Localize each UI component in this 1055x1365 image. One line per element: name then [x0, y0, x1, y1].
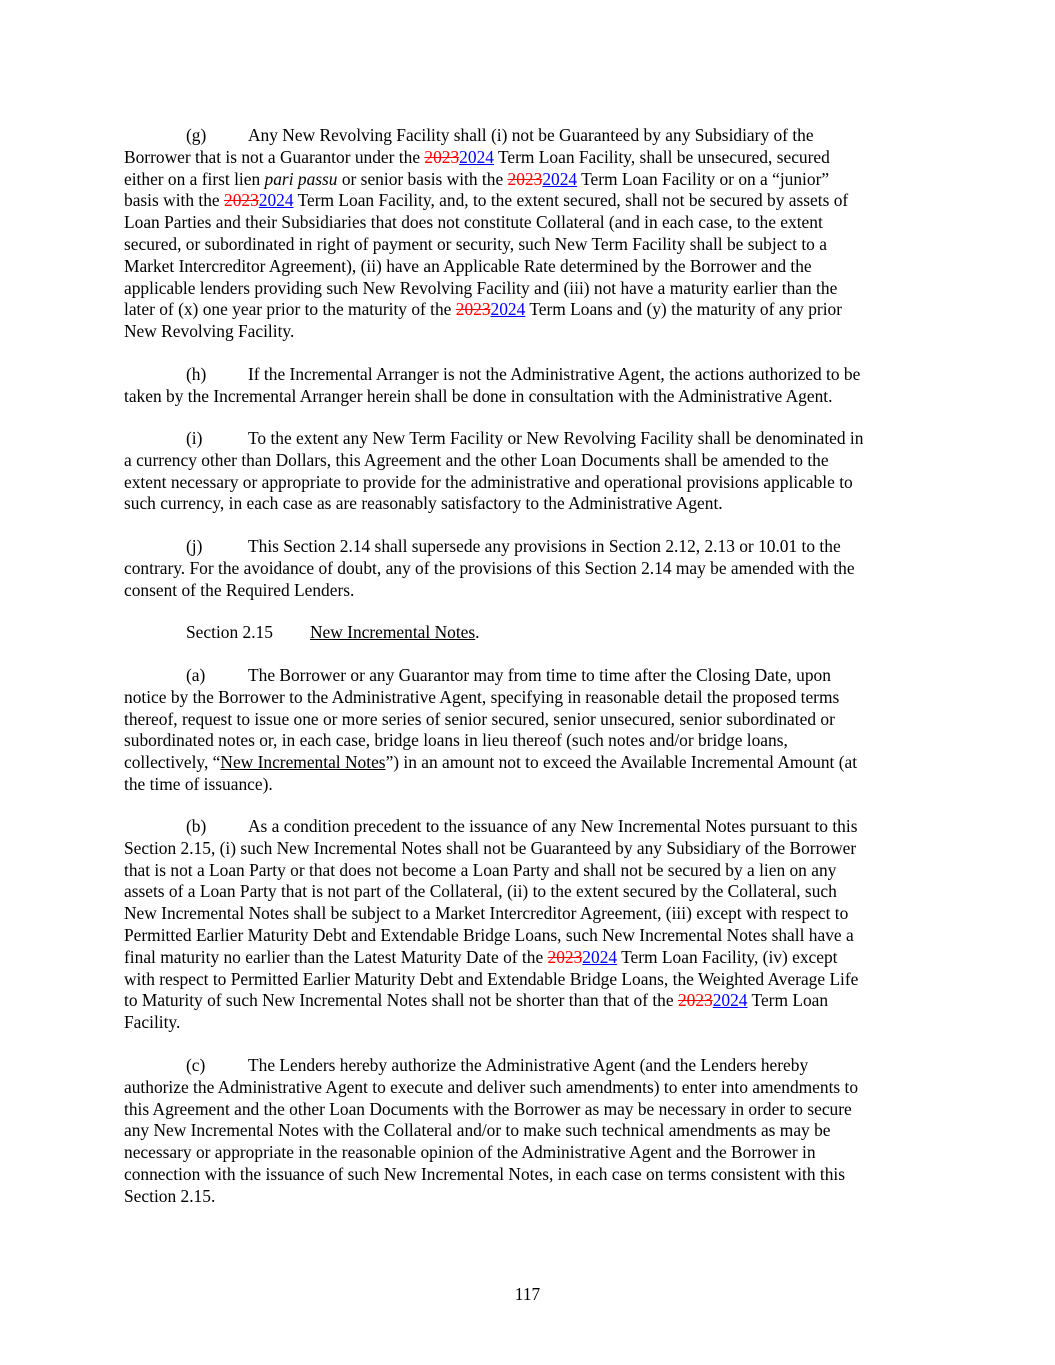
paragraph-line: (j) This Section 2.14 shall supersede any provisions in Section 2.12, 2.13 or 10.01 to the [186, 536, 841, 556]
paragraph-g [124, 125, 934, 343]
deleted-year: 2023 [507, 168, 543, 189]
deleted-year: 2023 [677, 990, 713, 1011]
paragraph-line: this Agreement and the other Loan Documents with the Borrower as may be necessary in order to secure [124, 1098, 852, 1119]
paragraph-line: Permitted Earlier Maturity Debt and Extendable Bridge Loans, such New Incremental Notes shall have a [124, 924, 854, 945]
paragraph-line: consent of the Required Lenders. [124, 579, 355, 600]
paragraph-line: New Incremental Notes shall be subject to a Market Intercreditor Agreement, (iii) except with respect to [124, 903, 849, 924]
paragraph-label: (c) [186, 1055, 206, 1075]
italic-term: pari passu [264, 168, 338, 189]
paragraph-line: subordinated notes or, in each case, bridge loans in lieu thereof (such notes and/or bridge loans, [124, 730, 788, 751]
paragraph-line: the time of issuance). [124, 773, 273, 794]
inserted-year: 2024 [712, 990, 748, 1011]
paragraph-line: applicable lenders providing such New Revolving Facility and (iii) not have a maturity earlier than the [124, 277, 838, 298]
section-heading: Section 2.15 New Incremental Notes. [186, 622, 480, 642]
paragraph-label: (a) [186, 665, 206, 685]
paragraph-line: necessary or appropriate in the reasonable opinion of the Administrative Agent and the Borrower in [124, 1142, 816, 1163]
paragraph-line: Loan Parties and their Subsidiaries that does not constitute Collateral (and in each case, to the extent [124, 212, 823, 233]
paragraph-label: (g) [186, 125, 207, 145]
paragraph-line: notice by the Borrower to the Administrative Agent, specifying in reasonable detail the proposed terms [124, 686, 840, 707]
paragraph-line: final maturity no earlier than the Latest Maturity Date of the 20232024 Term Loan Facility, (iv) except [124, 946, 838, 967]
paragraph-line: to Maturity of such New Incremental Notes shall not be shorter than that of the 20232024 Term Loan [124, 990, 829, 1011]
paragraph-line: contrary. For the avoidance of doubt, any of the provisions of this Section 2.14 may be amended with the [124, 557, 855, 578]
paragraph-line: a currency other than Dollars, this Agreement and the other Loan Documents shall be amended to the [124, 449, 829, 470]
paragraph-line: assets of a Loan Party that is not part of the Collateral, (ii) to the extent secured by the Collateral, such [124, 881, 837, 902]
paragraph-line: with respect to Permitted Earlier Maturity Debt and Extendable Bridge Loans, the Weighted Average Life [124, 968, 859, 989]
paragraph-line: any New Incremental Notes with the Collateral and/or to make such technical amendments as may be [124, 1120, 831, 1141]
paragraph-b [124, 816, 934, 1034]
paragraph-i [124, 428, 934, 515]
paragraph-line: secured, or subordinated in right of payment or security, such New Term Facility shall be subject to a [124, 233, 827, 254]
paragraph-line: (b) As a condition precedent to the issuance of any New Incremental Notes pursuant to this [186, 816, 858, 836]
paragraph-line: Borrower that is not a Guarantor under the 20232024 Term Loan Facility, shall be unsecured, secured [124, 146, 830, 167]
paragraph-a [124, 665, 934, 796]
deleted-year: 2023 [547, 946, 583, 967]
section-number: Section 2.15 [186, 622, 273, 642]
paragraph-line: Market Intercreditor Agreement), (ii) have an Applicable Rate determined by the Borrower and the [124, 255, 812, 276]
paragraph-line: either on a first lien pari passu or senior basis with the 20232024 Term Loan Facility or on a “junior” [124, 168, 830, 189]
paragraph-line: that is not a Loan Party or that does not become a Loan Party and shall not be secured by a lien on any [124, 859, 837, 880]
page-number: 117 [514, 1284, 541, 1304]
paragraph-line: (h) If the Incremental Arranger is not the Administrative Agent, the actions authorized to be [186, 364, 861, 384]
paragraph-label: (j) [186, 536, 203, 556]
paragraph-line: (g) Any New Revolving Facility shall (i) not be Guaranteed by any Subsidiary of the [186, 125, 814, 145]
paragraph-line: thereof, request to issue one or more series of senior secured, senior unsecured, senior subordinated or [124, 708, 835, 729]
paragraph-line: New Revolving Facility. [124, 321, 295, 342]
paragraph-label: (b) [186, 816, 207, 836]
paragraph-line: later of (x) one year prior to the maturity of the 20232024 Term Loans and (y) the maturity of any prior [124, 299, 843, 320]
paragraph-line: Facility. [124, 1012, 181, 1033]
deleted-year: 2023 [224, 190, 259, 211]
paragraph-line: basis with the 20232024 Term Loan Facility, and, to the extent secured, shall not be secured by assets of [124, 190, 849, 211]
paragraph-line: Section 2.15, (i) such New Incremental Notes shall not be Guaranteed by any Subsidiary of the Borrower [124, 837, 857, 858]
inserted-year: 2024 [258, 190, 294, 211]
inserted-year: 2024 [459, 146, 494, 167]
paragraph-line: extent necessary or appropriate to provide for the administrative and operational provisions applicable to [124, 471, 853, 492]
section-title: New Incremental Notes [310, 622, 476, 642]
paragraph-line: Section 2.15. [124, 1185, 216, 1206]
deleted-year: 2023 [455, 299, 491, 320]
paragraph-line: such currency, in each case as are reasonably satisfactory to the Administrative Agent. [124, 493, 723, 514]
paragraph-line: collectively, “New Incremental Notes”) in an amount not to exceed the Available Incremental Amount (at [124, 752, 858, 773]
inserted-year: 2024 [582, 946, 618, 967]
paragraph-label: (i) [186, 428, 203, 448]
defined-term: New Incremental Notes [220, 752, 386, 773]
inserted-year: 2024 [542, 168, 578, 189]
paragraph-line: connection with the issuance of such New Incremental Notes, in each case on terms consistent with this [124, 1163, 846, 1184]
paragraph-label: (h) [186, 364, 207, 384]
paragraph-line: (c) The Lenders hereby authorize the Administrative Agent (and the Lenders hereby [186, 1055, 809, 1075]
deleted-year: 2023 [424, 146, 460, 167]
paragraph-line: (a) The Borrower or any Guarantor may from time to time after the Closing Date, upon [186, 665, 831, 685]
paragraph-line: taken by the Incremental Arranger herein shall be done in consultation with the Administrative Agent. [124, 385, 833, 406]
paragraph-c [124, 1055, 934, 1208]
inserted-year: 2024 [490, 299, 526, 320]
paragraph-j [124, 536, 934, 601]
paragraph-h [124, 364, 934, 408]
paragraph-line: authorize the Administrative Agent to execute and deliver such amendments) to enter into amendments to [124, 1076, 859, 1097]
paragraph-line: (i) To the extent any New Term Facility or New Revolving Facility shall be denominated in [186, 428, 864, 448]
